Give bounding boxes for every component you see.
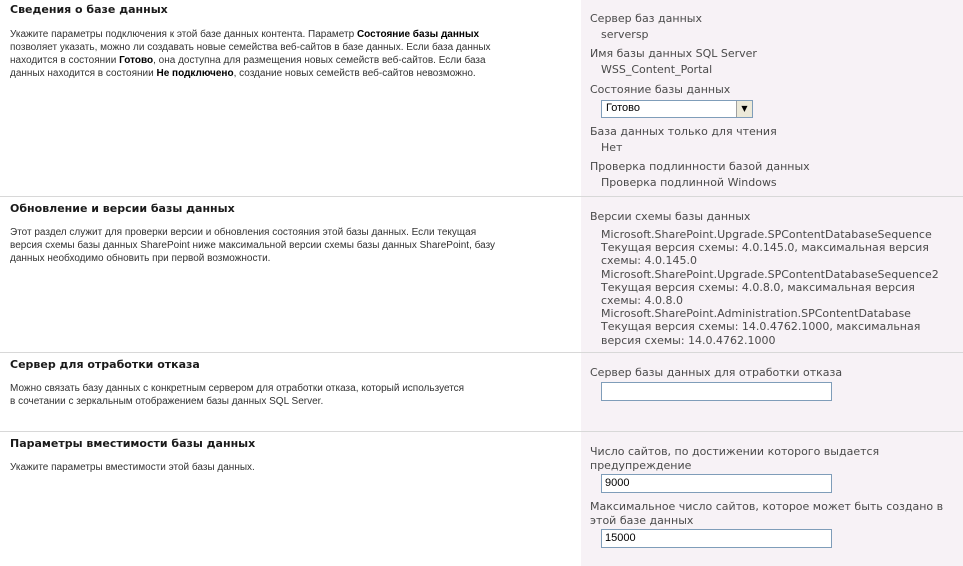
chevron-down-icon[interactable]: ▼	[736, 101, 752, 117]
upgrade-description: Этот раздел служит для проверки версии и обновления состояния этой базы данных. Если текущая версия схемы базы данных SharePoint ниже максимальной версии схемы базы данных SharePoint, базу данных необходимо обновить при первой возможности.	[10, 227, 496, 264]
capacity-title: Параметры вместимости базы данных	[10, 437, 256, 450]
version-info: Текущая версия схемы: 4.0.8.0, максимальная версия схемы: 4.0.8.0	[601, 280, 915, 308]
db-name-label: Имя базы данных SQL Server	[590, 47, 757, 60]
auth-label: Проверка подлинности базой данных	[590, 160, 810, 173]
db-state-label: Состояние базы данных	[590, 83, 731, 96]
upgrade-title: Обновление и версии базы данных	[10, 202, 235, 215]
site-warning-label: Число сайтов, по достижении которого выдается предупреждение	[590, 445, 880, 472]
section-divider	[0, 431, 963, 432]
section-divider	[0, 352, 963, 353]
max-sites-label: Максимальное число сайтов, которое может быть создано в этой базе данных	[590, 500, 944, 527]
db-info-description: Укажите параметры подключения к этой базе данных контента. Параметр Состояние базы данных позволяет указать, можно ли создавать новые семейства веб-сайтов в базе данных. Если база данных находится в состоянии Готово, она доступна для размещения новых семейств веб-сайтов. Если база данных находится в состоянии Не подключено, создание новых семейств веб-сайтов невозможно.	[10, 29, 491, 79]
version-item	[601, 307, 956, 347]
readonly-label: База данных только для чтения	[590, 125, 777, 138]
version-info: Текущая версия схемы: 4.0.145.0, максимальная версия схемы: 4.0.145.0	[601, 241, 929, 268]
failover-description: Можно связать базу данных с конкретным сервером для отработки отказа, который используется в сочетании с зеркальным отображением базы данных SQL Server.	[10, 383, 465, 407]
version-name: Microsoft.SharePoint.Upgrade.SPContentDatabaseSequence2	[601, 267, 939, 281]
version-item	[601, 268, 956, 308]
failover-server-label: Сервер базы данных для отработки отказа	[590, 366, 843, 379]
db-state-select[interactable]	[601, 100, 753, 118]
failover-title: Сервер для отработки отказа	[10, 358, 200, 371]
schema-versions-list	[601, 228, 956, 347]
failover-server-input[interactable]	[601, 382, 832, 401]
version-item	[601, 228, 956, 268]
db-server-value: serversp	[601, 28, 649, 41]
capacity-description: Укажите параметры вместимости этой базы данных.	[10, 462, 255, 473]
db-name-value: WSS_Content_Portal	[601, 63, 713, 76]
section-divider	[0, 196, 963, 197]
version-name: Microsoft.SharePoint.Administration.SPContentDatabase	[601, 307, 911, 321]
version-info: Текущая версия схемы: 14.0.4762.1000, максимальная версия схемы: 14.0.4762.1000	[601, 320, 921, 347]
max-sites-input[interactable]: 15000	[601, 529, 832, 548]
readonly-value: Нет	[601, 141, 623, 154]
db-info-title: Сведения о базе данных	[10, 3, 168, 16]
db-server-label: Сервер баз данных	[590, 12, 702, 25]
schema-versions-label: Версии схемы базы данных	[590, 210, 751, 223]
site-warning-input[interactable]: 9000	[601, 474, 832, 493]
db-state-selected-value: Готово	[606, 102, 640, 114]
auth-value: Проверка подлинной Windows	[601, 176, 777, 189]
version-name: Microsoft.SharePoint.Upgrade.SPContentDatabaseSequence	[601, 228, 932, 241]
